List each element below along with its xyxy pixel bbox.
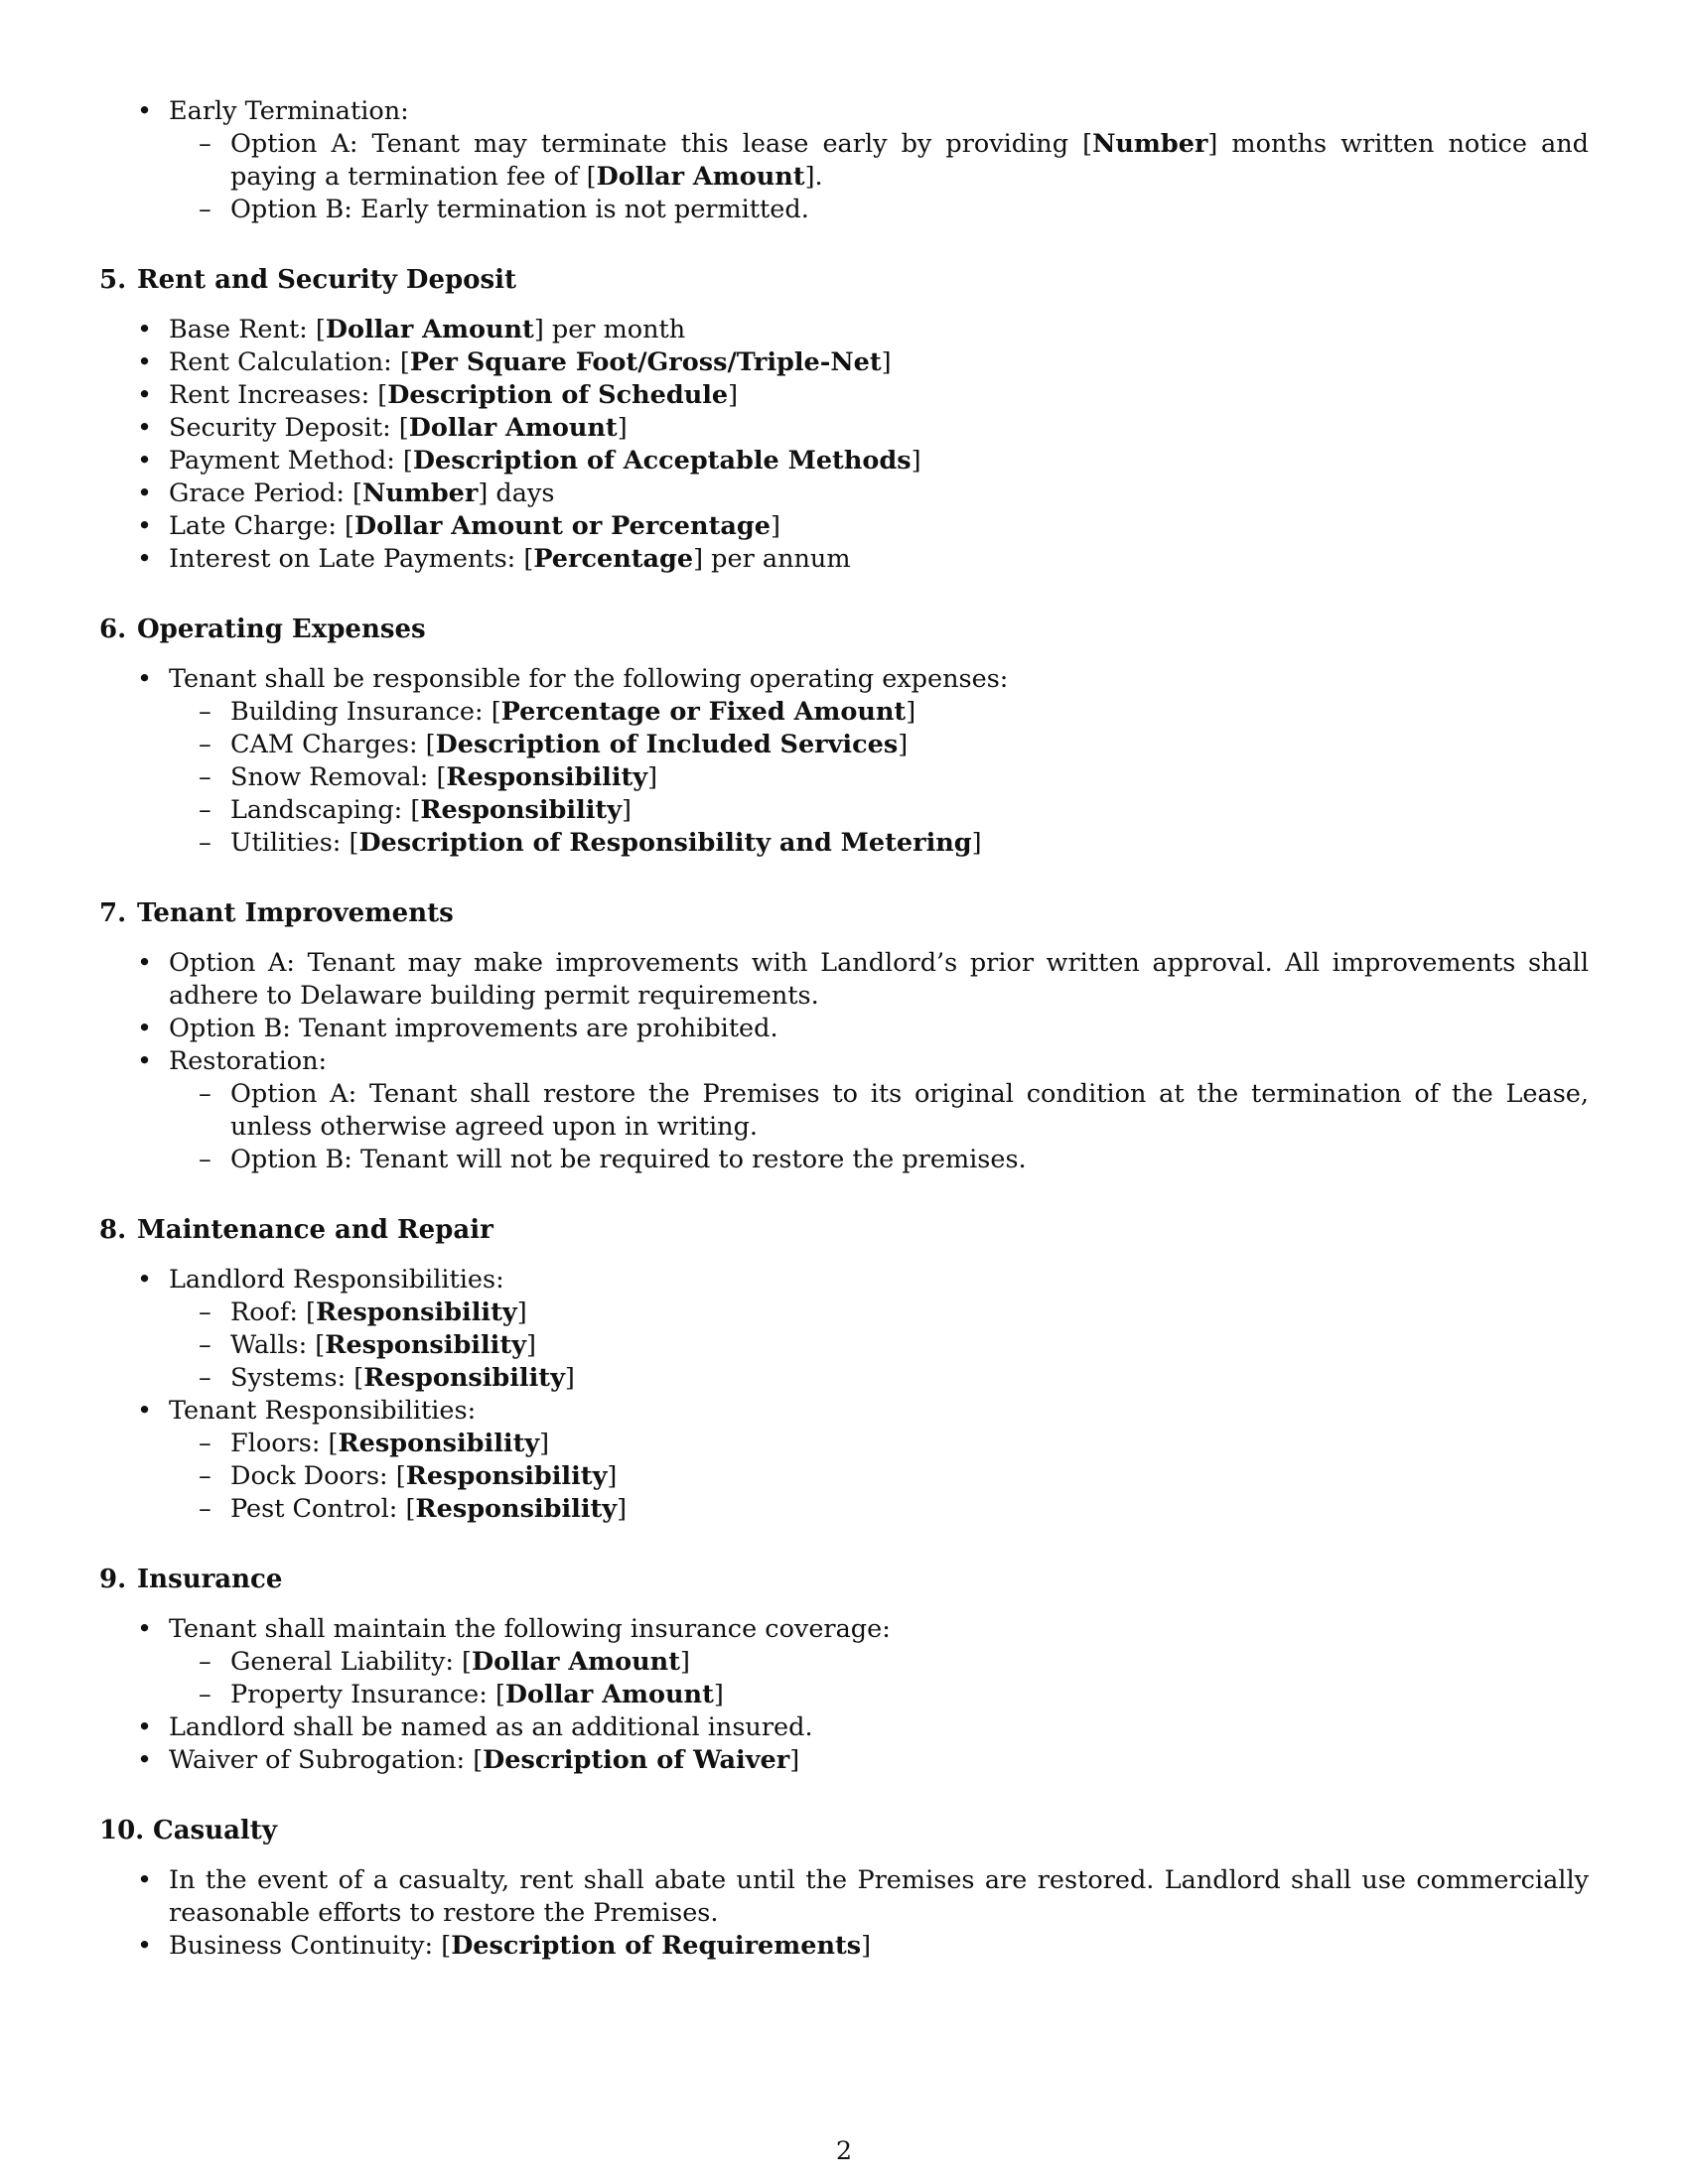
list-item: – Walls: [Responsibility] [169, 1329, 1589, 1362]
restoration-sublist [169, 1078, 1589, 1176]
list-item: – Pest Control: [Responsibility] [169, 1493, 1589, 1526]
list-item: • Rent Calculation: [Per Square Foot/Gross/Triple-Net] [99, 346, 1589, 379]
list-item: – Systems: [Responsibility] [169, 1362, 1589, 1395]
list-item: • Option A: Tenant may make improvements with Landlord’s prior written approval. All improvements shall adhere to Delaware building permit requirements. [99, 947, 1589, 1013]
list-item: • Tenant shall be responsible for the following operating expenses: – Building Insurance: [Percentage or Fixed Amount] – CAM Charges: [Description of Included Services] – Snow Removal: [Responsibility] – Landscaping: [Responsibility] – Utilities: [Description of Responsibility and Metering] [99, 663, 1589, 860]
list-item: • Waiver of Subrogation: [Description of Waiver] [99, 1744, 1589, 1777]
tenant-responsibilities-sublist [169, 1428, 1589, 1526]
list-item: • Landlord Responsibilities: – Roof: [Responsibility] – Walls: [Responsibility] – Systems: [Responsibility] [99, 1264, 1589, 1395]
list-item: • Option B: Tenant improvements are prohibited. [99, 1013, 1589, 1045]
list-item: – Option A: Tenant may terminate this lease early by providing [Number] months written notice and paying a termination fee of [Dollar Amount]. [169, 128, 1589, 194]
casualty-list [99, 1864, 1589, 1963]
list-item: – Roof: [Responsibility] [169, 1297, 1589, 1329]
section-heading-rent: 5. Rent and Security Deposit [99, 265, 517, 295]
section-heading-casualty: 10. Casualty [99, 1816, 277, 1845]
list-item: – Option B: Early termination is not permitted. [169, 194, 1589, 226]
list-item: – Dock Doors: [Responsibility] [169, 1460, 1589, 1493]
section-heading-maintenance: 8. Maintenance and Repair [99, 1215, 493, 1245]
list-item: • Early Termination: – Option A: Tenant may terminate this lease early by providing [Number] months written notice and paying a termination fee of [Dollar Amount]. – Option B: Early termination is not permitted. [99, 95, 1589, 226]
list-item: – Landscaping: [Responsibility] [169, 794, 1589, 827]
section-heading-insurance: 9. Insurance [99, 1565, 283, 1594]
list-item: • Tenant Responsibilities: – Floors: [Responsibility] – Dock Doors: [Responsibility] – Pest Control: [Responsibility] [99, 1395, 1589, 1526]
section-heading-tenant-improvements: 7. Tenant Improvements [99, 898, 454, 928]
list-item: • Base Rent: [Dollar Amount] per month [99, 314, 1589, 346]
maintenance-list [99, 1264, 1589, 1526]
insurance-coverage-sublist [169, 1646, 1589, 1711]
document-page [99, 95, 1589, 1963]
section-heading-operating-expenses: 6. Operating Expenses [99, 614, 426, 644]
list-item: • Security Deposit: [Dollar Amount] [99, 412, 1589, 445]
list-item: • In the event of a casualty, rent shall abate until the Premises are restored. Landlord shall use commercially reasonable efforts to restore the Premises. [99, 1864, 1589, 1930]
landlord-responsibilities-sublist [169, 1297, 1589, 1395]
insurance-list [99, 1613, 1589, 1777]
list-item: • Late Charge: [Dollar Amount or Percentage] [99, 510, 1589, 543]
list-item: • Interest on Late Payments: [Percentage] per annum [99, 543, 1589, 576]
tenant-improvements-list [99, 947, 1589, 1176]
list-item: – Utilities: [Description of Responsibility and Metering] [169, 827, 1589, 860]
list-item: – Option B: Tenant will not be required to restore the premises. [169, 1144, 1589, 1176]
early-termination-options [169, 128, 1589, 226]
page-number: 2 [835, 2136, 853, 2166]
rent-list [99, 314, 1589, 576]
list-item: • Restoration: – Option A: Tenant shall restore the Premises to its original condition at the termination of the Lease, unless otherwise agreed upon in writing. – Option B: Tenant will not be required to restore the premises. [99, 1045, 1589, 1176]
list-item: – Floors: [Responsibility] [169, 1428, 1589, 1460]
list-item: • Business Continuity: [Description of Requirements] [99, 1930, 1589, 1963]
list-item: • Payment Method: [Description of Acceptable Methods] [99, 445, 1589, 478]
list-item: – Snow Removal: [Responsibility] [169, 761, 1589, 794]
list-item: – General Liability: [Dollar Amount] [169, 1646, 1589, 1679]
list-item: – Option A: Tenant shall restore the Premises to its original condition at the termination of the Lease, unless otherwise agreed upon in writing. [169, 1078, 1589, 1144]
list-item: – Property Insurance: [Dollar Amount] [169, 1679, 1589, 1711]
list-item: • Tenant shall maintain the following insurance coverage: – General Liability: [Dollar Amount] – Property Insurance: [Dollar Amount] [99, 1613, 1589, 1711]
operating-expenses-sublist [169, 696, 1589, 860]
list-item: – CAM Charges: [Description of Included Services] [169, 729, 1589, 761]
list-item: • Rent Increases: [Description of Schedule] [99, 379, 1589, 412]
operating-expenses-list [99, 663, 1589, 860]
list-item: • Landlord shall be named as an additional insured. [99, 1711, 1589, 1744]
list-item: • Grace Period: [Number] days [99, 478, 1589, 510]
list-item: – Building Insurance: [Percentage or Fixed Amount] [169, 696, 1589, 729]
early-termination-list [99, 95, 1589, 226]
